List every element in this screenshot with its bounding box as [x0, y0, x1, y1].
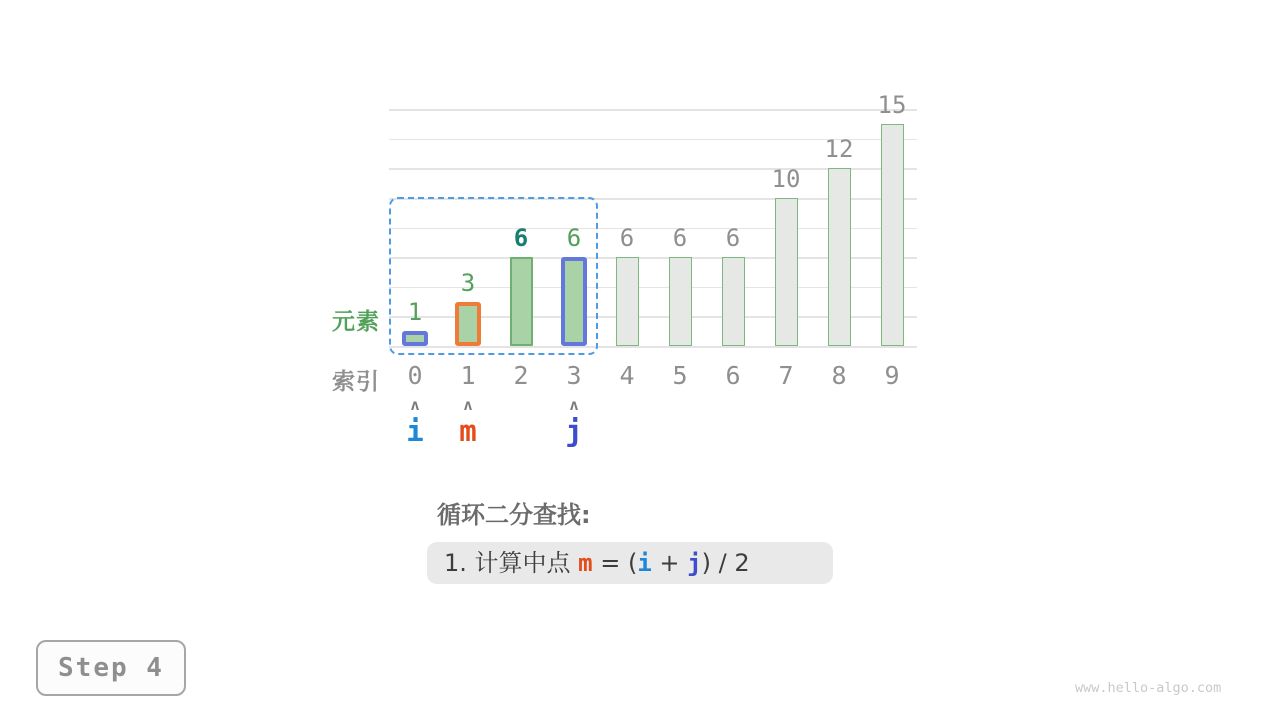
- formula-box: [427, 542, 833, 584]
- pointer-m: m: [459, 414, 477, 448]
- bar-value-4: 6: [619, 224, 635, 252]
- bar-value-3: 6: [566, 224, 582, 252]
- bar-value-5: 6: [672, 224, 688, 252]
- watermark: www.hello-algo.com: [1075, 680, 1222, 696]
- formula-part-i: i: [637, 549, 652, 577]
- formula-part-m: m: [578, 549, 593, 577]
- element-axis-label: 元素: [332, 309, 380, 335]
- bar-value-2: 6: [513, 224, 529, 252]
- pointer-j: j: [565, 414, 583, 448]
- bar-6: [722, 257, 745, 346]
- bar-9: [881, 124, 904, 346]
- bar-8: [828, 168, 851, 346]
- bar-value-6: 6: [725, 224, 741, 252]
- bar-7: [775, 198, 798, 346]
- index-label-4: 4: [619, 361, 635, 390]
- formula-part-text-6: ) / 2: [701, 549, 750, 577]
- index-label-6: 6: [725, 361, 741, 390]
- index-label-7: 7: [778, 361, 794, 390]
- formula-part-text-4: +: [651, 549, 688, 577]
- index-label-5: 5: [672, 361, 688, 390]
- bar-value-9: 15: [877, 91, 907, 119]
- index-label-3: 3: [566, 361, 582, 390]
- index-label-9: 9: [884, 361, 900, 390]
- formula-part-text-0: 1. 计算中点: [444, 549, 579, 577]
- bar-value-0: 1: [407, 298, 423, 326]
- formula-part-text-2: = (: [592, 549, 638, 577]
- bar-value-7: 10: [771, 165, 801, 193]
- index-label-2: 2: [513, 361, 529, 390]
- pointer-caret-j: ʌ: [569, 396, 579, 414]
- bar-value-1: 3: [460, 269, 476, 297]
- gridline-16: [389, 109, 917, 111]
- bar-value-8: 12: [824, 135, 854, 163]
- search-range-box: [389, 197, 598, 355]
- formula-part-j: j: [687, 549, 702, 577]
- index-label-1: 1: [460, 361, 476, 390]
- step-badge: Step 4: [36, 640, 186, 696]
- index-label-8: 8: [831, 361, 847, 390]
- index-label-0: 0: [407, 361, 423, 390]
- pointer-caret-m: ʌ: [463, 396, 473, 414]
- bar-4: [616, 257, 639, 346]
- index-axis-label: 索引: [332, 369, 380, 395]
- pointer-caret-i: ʌ: [410, 396, 420, 414]
- caption-heading: 循环二分查找:: [437, 501, 591, 529]
- bar-5: [669, 257, 692, 346]
- pointer-i: i: [406, 414, 424, 448]
